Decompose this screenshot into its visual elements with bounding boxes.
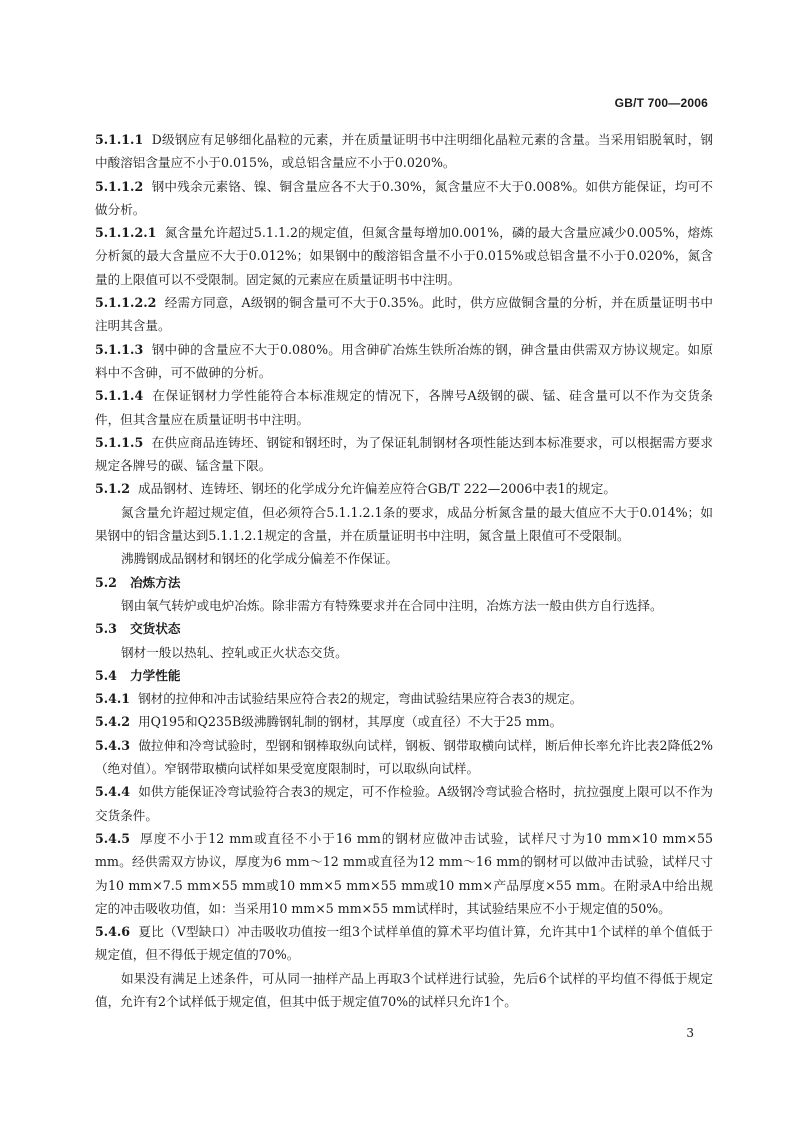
- clause-text: 氮含量允许超过5.1.1.2的规定值，但氮含量每增加0.001%，磷的最大含量应减少0.005%，熔炼分析氮的最大含量应不大于0.012%；如果钢中的酸溶铝含量不小于0.015%或总铝含量不小于0.020%，氮含量的上限值可以不受限制。固定氮的元素应在质量证明书中注明。: [95, 225, 713, 287]
- clause-text: 厚度不小于12 mm或直径不小于16 mm的钢材应做冲击试验，试样尺寸为10 mm×10 mm×55 mm。经供需双方协议，厚度为6 mm～12 mm或直径为12 mm～16 mm的钢材可以做冲击试验，试样尺寸为10 mm×7.5 mm×55 mm或10 mm×5 mm×55 mm或10 mm×产品厚度×55 mm。在附录A中给出规定的冲击吸收功值，如：当采用10 mm×5 mm×55 mm试样时，其试验结果应不小于规定值的50%。: [95, 830, 714, 916]
- section-heading-5-4: [95, 664, 713, 687]
- clause-number: 5.1.1.5: [95, 434, 144, 450]
- clause-number: 5.4.6: [95, 924, 131, 940]
- section-heading-5-2: [95, 571, 713, 594]
- clause-5-4-6: [95, 920, 713, 967]
- clause-5-1-2: [95, 477, 713, 500]
- section-title: 力学性能: [130, 667, 181, 683]
- clause-number: 5.1.1.1: [95, 132, 144, 147]
- clause-5-4-5: [95, 827, 713, 920]
- clause-5-4-1: [95, 687, 713, 710]
- clause-text: 做拉伸和冷弯试验时，型钢和钢棒取纵向试样，钢板、钢带取横向试样，断后伸长率允许比表2降低2%（绝对值）。窄钢带取横向试样如果受宽度限制时，可以取纵向试样。: [95, 737, 713, 777]
- section-number: 5.4: [95, 667, 117, 683]
- clause-text: 钢材的拉伸和冲击试验结果应符合表2的规定，弯曲试验结果应符合表3的规定。: [138, 691, 583, 707]
- clause-text: 钢中残余元素铬、镍、铜含量应各不大于0.30%，氮含量应不大于0.008%。如供方能保证，均可不做分析。: [95, 178, 713, 217]
- clause-number: 5.1.1.2.2: [95, 295, 157, 311]
- paragraph-text: 如果没有满足上述条件，可从同一抽样产品上再取3个试样进行试验，先后6个试样的平均值不得低于规定值，允许有2个试样低于规定值，但其中低于规定值70%的试样只允许1个。: [95, 970, 713, 1009]
- clause-text: 用Q195和Q235B级沸腾钢轧制的钢材，其厚度（或直径）不大于25 mm。: [138, 714, 563, 730]
- clause-text: 夏比（V型缺口）冲击吸收功值按一组3个试样单值的算术平均值计算，允许其中1个试样的单个值低于规定值，但不得低于规定值的70%。: [95, 924, 713, 963]
- section-number: 5.3: [95, 621, 117, 637]
- clause-5-1-1-1: [95, 128, 713, 175]
- clause-5-1-1-2: [95, 175, 713, 222]
- standard-number: GB/T 700—2006: [614, 96, 708, 110]
- section-number: 5.2: [95, 574, 117, 590]
- paragraph: [95, 501, 713, 548]
- clause-5-4-3: [95, 734, 713, 781]
- page-number: 3: [686, 1026, 694, 1040]
- clause-number: 5.4.5: [95, 830, 131, 846]
- paragraph-text: 钢材一般以热轧、控轧或正火状态交货。: [121, 644, 348, 660]
- paragraph-text: 钢由氧气转炉或电炉冶炼。除非需方有特殊要求并在合同中注明，冶炼方法一般由供方自行选择。: [121, 597, 663, 613]
- document-body: [95, 128, 713, 1013]
- clause-number: 5.4.2: [95, 714, 131, 730]
- paragraph: [95, 967, 713, 1014]
- paragraph-text: 氮含量允许超过规定值，但必须符合5.1.1.2.1条的要求，成品分析氮含量的最大值应不大于0.014%；如果钢中的铝含量达到5.1.1.2.1规定的含量，并在质量证明书中注明，氮含量上限值可不受限制。: [95, 504, 713, 544]
- clause-5-4-2: [95, 710, 713, 733]
- section-heading-5-3: [95, 617, 713, 640]
- clause-number: 5.4.3: [95, 737, 131, 753]
- clause-5-1-1-2-1: [95, 221, 713, 291]
- clause-text: 如供方能保证冷弯试验符合表3的规定，可不作检验。A级钢冷弯试验合格时，抗拉强度上限可以不作为交货条件。: [95, 784, 713, 823]
- paragraph: [95, 594, 713, 617]
- paragraph: [95, 641, 713, 664]
- clause-5-1-1-5: [95, 431, 713, 478]
- clause-text: D级钢应有足够细化晶粒的元素，并在质量证明书中注明细化晶粒元素的含量。当采用铝脱氧时，钢中酸溶铝含量应不小于0.015%，或总铝含量应不小于0.020%。: [95, 132, 713, 171]
- clause-text: 在保证钢材力学性能符合本标准规定的情况下，各牌号A级钢的碳、锰、硅含量可以不作为交货条件，但其含量应在质量证明书中注明。: [95, 388, 713, 427]
- clause-number: 5.4.1: [95, 691, 131, 707]
- clause-number: 5.1.1.3: [95, 341, 144, 357]
- section-title: 冶炼方法: [130, 574, 181, 590]
- clause-number: 5.1.1.2.1: [95, 225, 157, 241]
- section-title: 交货状态: [130, 621, 181, 637]
- clause-number: 5.1.1.2: [95, 178, 144, 194]
- paragraph-text: 沸腾钢成品钢材和钢坯的化学成分偏差不作保证。: [121, 551, 399, 567]
- clause-5-1-1-4: [95, 384, 713, 431]
- clause-5-1-1-2-2: [95, 291, 713, 338]
- clause-text: 在供应商品连铸坯、钢锭和钢坯时，为了保证轧制钢材各项性能达到本标准要求，可以根据需方要求规定各牌号的碳、锰含量下限。: [95, 434, 714, 474]
- clause-number: 5.1.2: [95, 481, 131, 497]
- clause-5-1-1-3: [95, 338, 713, 385]
- clause-text: 经需方同意，A级钢的铜含量可不大于0.35%。此时，供方应做铜含量的分析，并在质量证明书中注明其含量。: [95, 295, 713, 334]
- clause-number: 5.1.1.4: [95, 388, 144, 404]
- clause-number: 5.4.4: [95, 784, 131, 800]
- clause-text: 钢中砷的含量应不大于0.080%。用含砷矿冶炼生铁所冶炼的钢，砷含量由供需双方协议规定。如原料中不含砷，可不做砷的分析。: [95, 341, 713, 380]
- clause-text: 成品钢材、连铸坯、钢坯的化学成分允许偏差应符合GB/T 222—2006中表1的规定。: [138, 481, 616, 497]
- clause-5-4-4: [95, 780, 713, 827]
- paragraph: [95, 547, 713, 570]
